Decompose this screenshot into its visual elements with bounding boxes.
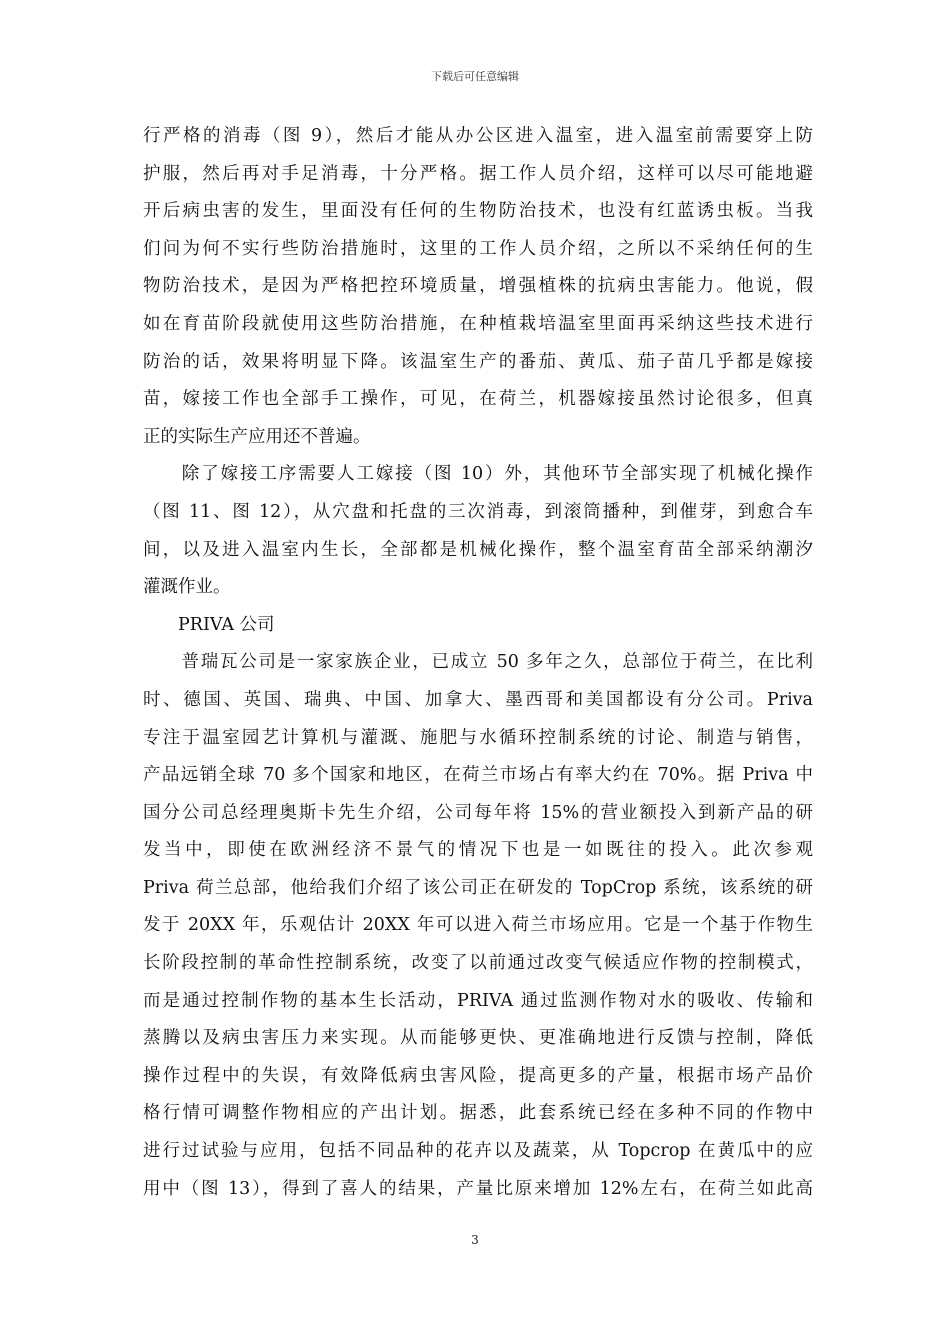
body-line: 如在育苗阶段就使用这些防治措施，在种植栽培温室里面再采纳这些技术进行 — [143, 313, 813, 334]
body-line: 发于 20XX 年，乐观估计 20XX 年可以进入荷兰市场应用。它是一个基于作物生 — [143, 915, 813, 936]
body-line: 间，以及进入温室内生长，全部都是机械化操作，整个温室育苗全部采纳潮汐 — [143, 539, 813, 560]
body-line: 正的实际生产应用还不普遍。 — [143, 426, 371, 447]
body-line: 时、德国、英国、瑞典、中国、加拿大、墨西哥和美国都设有分公司。Priva — [143, 689, 813, 710]
body-line: 护服，然后再对手足消毒，十分严格。据工作人员介绍，这样可以尽可能地避 — [143, 163, 813, 184]
body-line: 格行情可调整作物相应的产出计划。据悉，此套系统已经在多种不同的作物中 — [143, 1103, 813, 1124]
page-number: 3 — [471, 1233, 479, 1247]
body-line: Priva 荷兰总部，他给我们介绍了该公司正在研发的 TopCrop 系统，该系统的研 — [143, 877, 813, 898]
body-line: 进行过试验与应用，包括不同品种的花卉以及蔬菜，从 Topcrop 在黄瓜中的应 — [143, 1141, 813, 1162]
body-line: 除了嫁接工序需要人工嫁接（图 10）外，其他环节全部实现了机械化操作 — [143, 464, 813, 485]
document-body — [143, 118, 813, 1208]
body-line: 灌溉作业。 — [143, 577, 231, 598]
body-line: 物防治技术，是因为严格把控环境质量，增强植株的抗病虫害能力。他说，假 — [143, 276, 813, 297]
body-line: 开后病虫害的发生，里面没有任何的生物防治技术，也没有红蓝诱虫板。当我 — [143, 201, 813, 222]
body-line: 国分公司总经理奥斯卡先生介绍，公司每年将 15%的营业额投入到新产品的研 — [143, 802, 813, 823]
section-heading: PRIVA 公司 — [143, 614, 275, 635]
body-line: 产品远销全球 70 多个国家和地区，在荷兰市场占有率大约在 70%。据 Priva 中 — [143, 765, 813, 786]
body-line: 发当中，即使在欧洲经济不景气的情况下也是一如既往的投入。此次参观 — [143, 840, 813, 861]
body-line: （图 11、图 12），从穴盘和托盘的三次消毒，到滚筒播种，到催芽，到愈合车 — [143, 501, 813, 522]
page-header: 下载后可任意编辑 — [431, 70, 519, 83]
body-line: 苗，嫁接工作也全部手工操作，可见，在荷兰，机器嫁接虽然讨论很多，但真 — [143, 389, 813, 410]
body-line: 们问为何不实行些防治措施时，这里的工作人员介绍，之所以不采纳任何的生 — [143, 238, 813, 259]
body-line: 而是通过控制作物的基本生长活动，PRIVA 通过监测作物对水的吸收、传输和 — [143, 990, 813, 1011]
body-line: 用中（图 13），得到了喜人的结果，产量比原来增加 12%左右，在荷兰如此高 — [143, 1178, 813, 1199]
body-line: 蒸腾以及病虫害压力来实现。从而能够更快、更准确地进行反馈与控制，降低 — [143, 1028, 813, 1049]
body-line: 行严格的消毒（图 9），然后才能从办公区进入温室，进入温室前需要穿上防 — [143, 126, 813, 146]
body-line: 普瑞瓦公司是一家家族企业，已成立 50 多年之久，总部位于荷兰，在比利 — [143, 652, 813, 673]
body-line: 防治的话，效果将明显下降。该温室生产的番茄、黄瓜、茄子苗几乎都是嫁接 — [143, 351, 813, 372]
body-line: 操作过程中的失误，有效降低病虫害风险，提高更多的产量，根据市场产品价 — [143, 1065, 813, 1086]
body-line: 专注于温室园艺计算机与灌溉、施肥与水循环控制系统的讨论、制造与销售， — [143, 727, 813, 748]
body-line: 长阶段控制的革命性控制系统，改变了以前通过改变气候适应作物的控制模式， — [143, 953, 813, 974]
